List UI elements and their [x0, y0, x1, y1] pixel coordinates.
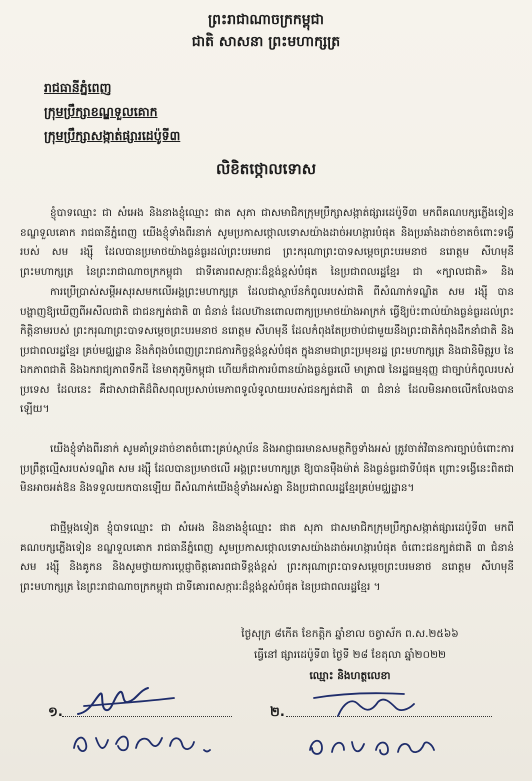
signature-1	[70, 682, 190, 722]
paragraph-4: ជាថ្មីម្តងទៀត ខ្ញុំបាទឈ្មោះ ជា សំអេង និងនាងខ្ញុំឈ្មោះ ផាត សុភា ជាសមាជិកក្រុមប្រឹក្សាសង្កាត់ផ្សារដេប៉ូទី៣ មកពីគណបក្សភ្លើងទៀន ខណ្ឌទួលគោក រាជធានីភ្នំពេញ សូមប្រកាសថ្កោលទោសយ៉ាងដាច់អហង្ការបំផុត ចំពោះជនក្បត់ជាតិ ៣ ជំនាន់ សម រង្ស៊ី និងគូកន និងសូមថ្វាយការប្តេជ្ញាចិត្តគោរពជាទីខ្ពង់ខ្ពស់ ព្រះករុណាព្រះបាទសម្តេចព្រះបរមនាថ នរោត្តម សីហមុនី ព្រះមហាក្សត្រ នៃព្រះរាជាណាចក្រកម្ពុជា ជាទីគោរពសក្ការៈដ៏ខ្ពង់ខ្ពស់បំផុត នៃប្រជាពលរដ្ឋខ្មែរ ។	[20, 522, 514, 593]
addressee-capital: រាជធានីភ្នំពេញ	[44, 80, 112, 95]
signer-number-2: ២.	[270, 705, 285, 720]
addressee-commune-council: ក្រុមប្រឹក្សាសង្កាត់ផ្សារដេប៉ូទី៣	[44, 128, 181, 143]
document-title: លិខិតថ្កោលទោស	[216, 160, 316, 178]
handwritten-name-2	[300, 730, 450, 760]
signer-number-1: ១.	[48, 705, 63, 720]
handwritten-name-1	[66, 726, 226, 758]
kingdom-header: ព្រះរាជាណាចក្រកម្ពុជា	[207, 12, 324, 28]
motto-header: ជាតិ សាសនា ព្រះមហាក្សត្រ	[191, 34, 341, 50]
paragraph-1: ខ្ញុំបាទឈ្មោះ ជា សំអេង និងនាងខ្ញុំឈ្មោះ ផាត សុភា ជាសមាជិកក្រុមប្រឹក្សាសង្កាត់ផ្សារដេប៉ូទី៣ មកពីគណបក្សភ្លើងទៀន ខណ្ឌទួលគោក រាជធានីភ្នំពេញ យើងខ្ញុំទាំងពីរនាក់ សូមប្រកាសថ្កោលទោសយ៉ាងដាច់អហង្ការបំផុត និងប្រឆាំងដាច់ខាតចំពោះទង្វើរបស់ សម រង្ស៊ី ដែលបានប្រមាថយ៉ាងធ្ងន់ធ្ងរដល់ព្រះបរមរាជ ព្រះករុណាព្រះបាទសម្តេចព្រះបរមនាថ នរោត្តម សីហមុនី ព្រះមហាក្សត្រ នៃព្រះរាជាណាចក្រកម្ពុជា ជាទីគោរពសក្ការៈដ៏ខ្ពង់ខ្ពស់បំផុត នៃប្រជាពលរដ្ឋខ្មែរ ជា «ក្បាលជាតិ» និង	[20, 207, 514, 278]
signature-label: ឈ្មោះ និងហត្ថលេខា	[309, 670, 391, 682]
solar-date: ធ្វើនៅ ផ្សារដេប៉ូទី៣ ថ្ងៃទី ២៨ ខែតុលា ឆ្នាំ២០២២	[254, 649, 446, 661]
lunar-date: ថ្ងៃសុក្រ ៨កើត ខែកត្តិក ឆ្នាំខាល ចត្វាស័ក ព.ស.២៥៦៦	[241, 628, 459, 640]
paragraph-3: យើងខ្ញុំទាំងពីរនាក់ សូមគាំទ្រដាច់ខាតចំពោះគ្រប់ស្ថាប័ន និងអាជ្ញាធរមានសមត្ថកិច្ចទាំងអស់ ត្រូវចាត់វិធានការច្បាប់ចំពោះការប្រព្រឹត្តល្មើសរបស់ទណ្ឌិត សម រង្ស៊ី ដែលបានប្រមាថលើ អង្គព្រះមហាក្សត្រ ឱ្យបានម៉ឺងម៉ាត់ និងធ្ងន់ធ្ងរជាទីបំផុត ព្រោះទង្វើនេះពិតជាមិនអាចអត់ឱន និងទទួលយកបានឡើយ ពីសំណាក់យើងខ្ញុំទាំងអស់គ្នា និងប្រជាពលរដ្ឋខ្មែរគ្រប់មជ្ឈដ្ឋាន។	[20, 443, 514, 494]
addressee-district-council: ក្រុមប្រឹក្សាខណ្ឌទួលគោក	[44, 104, 158, 119]
signature-2	[308, 688, 428, 722]
paragraph-2: ការប្រើប្រាស់សម្តីអសុរសមកលើអង្គព្រះមហាក្សត្រ ដែលជាស្ថាប័នកំពូលរបស់ជាតិ ពីសំណាក់ទណ្ឌិត សម រង្ស៊ី បានបង្ហាញឱ្យឃើញពីអសីលជាតិ ជាជនក្បត់ជាតិ ៣ ជំនាន់ ដែលហ៊ានពោលពាក្យប្រមាថយ៉ាងអាក្រក់ ធ្វើឱ្យប៉ះពាល់យ៉ាងធ្ងន់ធ្ងរដល់ព្រះកិត្តិនាមរបស់ ព្រះករុណាព្រះបាទសម្តេចព្រះបរមនាថ នរោត្តម សីហមុនី ដែលកំពុងតែប្រថាប់ជាមួយនឹងព្រះជាតិកំពុងដឹកនាំជាតិ និងប្រជាពលរដ្ឋខ្មែរ គ្រប់មជ្ឈដ្ឋាន និងកំពុងបំពេញព្រះរាជភារកិច្ចខ្ពង់ខ្ពស់បំផុត ក្នុងនាមជាព្រះប្រមុខរដ្ឋ ព្រះមហាក្សត្រ និងជានិមិត្តរូប នៃឯកភាពជាតិ និងឯករាជ្យភាពទឹកដី នៃមាតុភូមិកម្ពុជា ហើយក៏ជាការបំពានយ៉ាងធ្ងន់ធ្ងរលើ មាត្រា៧ នៃរដ្ឋធម្មនុញ្ញ ជាច្បាប់កំពូលរបស់ប្រទេស ដែលនេះ គឺជាសាជាតិដ៏ពិសពុលប្រសាប់មេភាពទូលំទូលាយរបស់ជនក្បត់ជាតិ ៣ ជំនាន់ ដែលមិនអាចលើកលែងបានឡើយ។	[20, 286, 514, 415]
